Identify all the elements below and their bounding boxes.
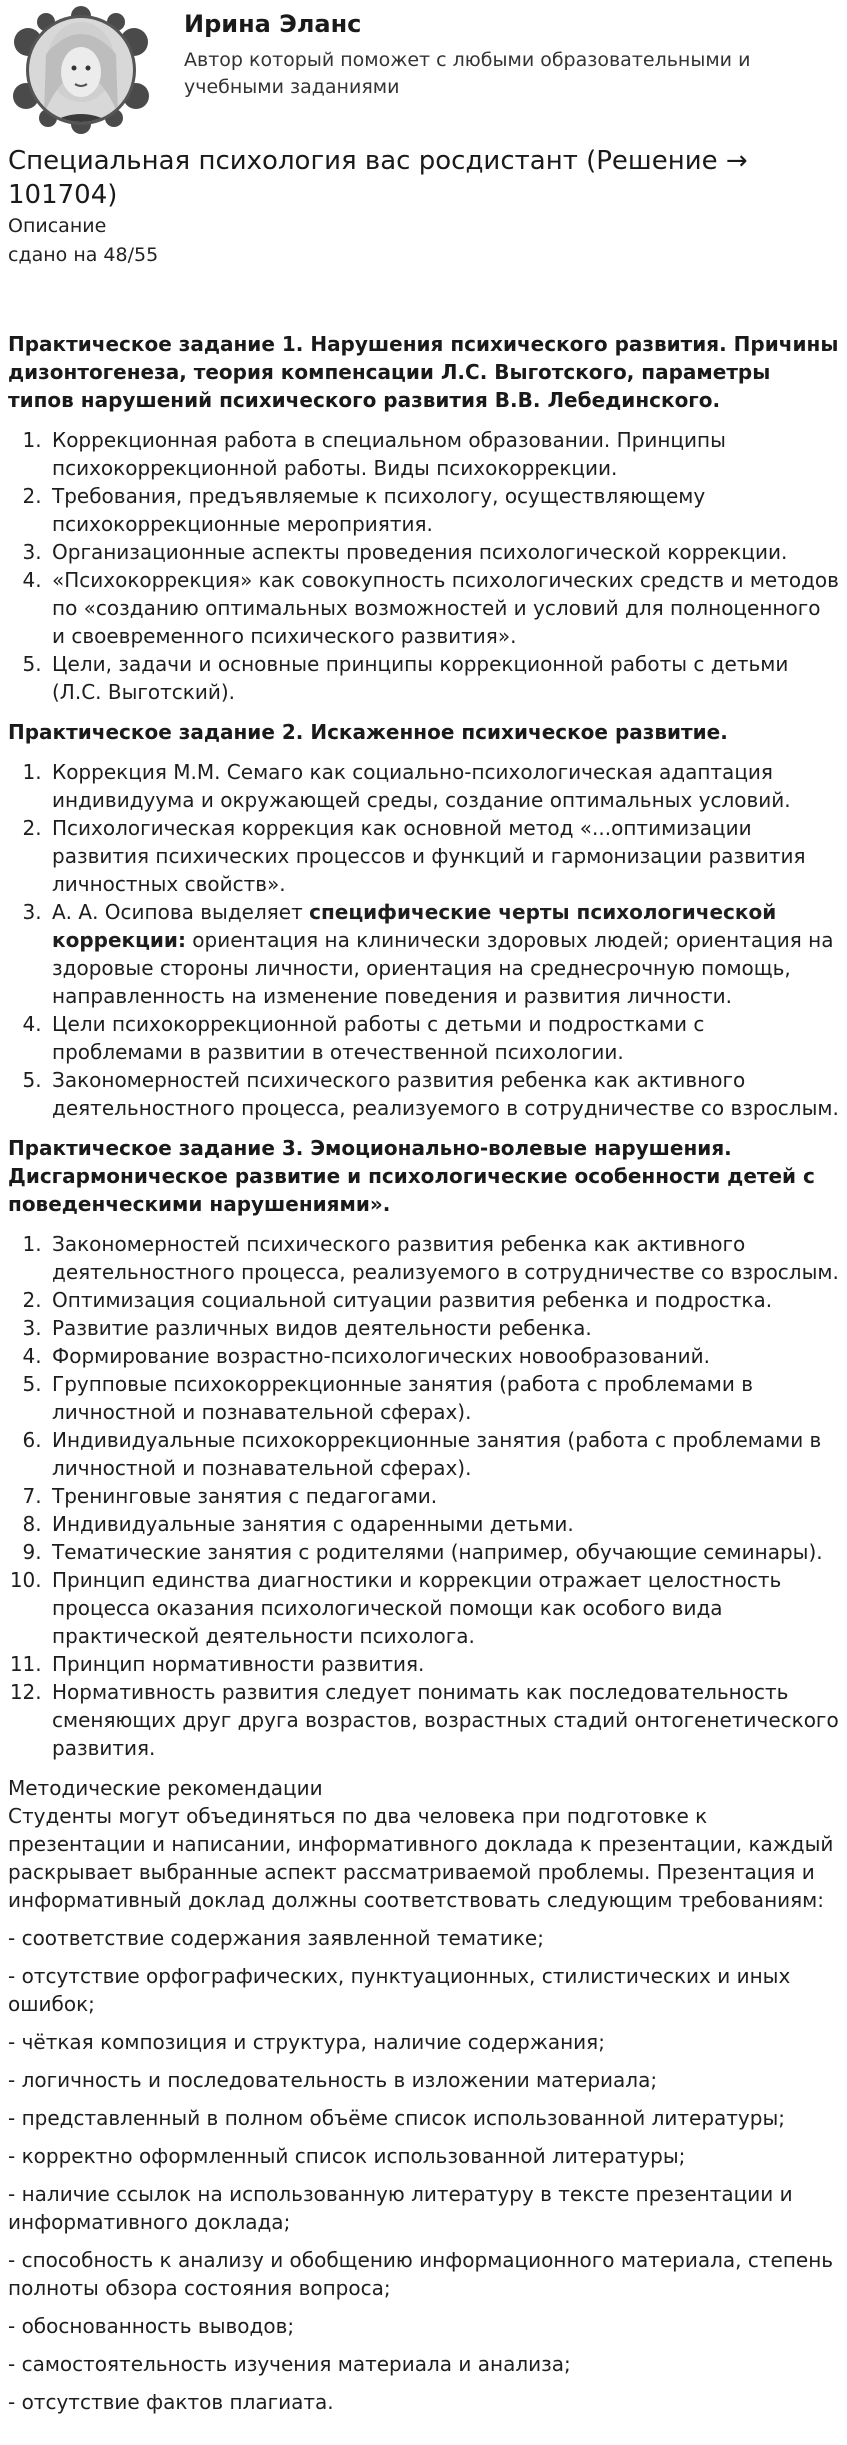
list-item: 12. Нормативность развития следует понимать как последовательность сменяющих друг друга возрастов, возрастных стадий онтогенетического развития. [48, 1678, 839, 1762]
list-item [48, 898, 839, 1010]
list-item: 5. Цели, задачи и основные принципы коррекционной работы с детьми (Л.С. Выготский). [48, 650, 839, 706]
submission-status: сдано на 48/55 [8, 244, 159, 266]
list-item: 5. Закономерностей психического развития ребенка как активного деятельностного процесса, реализуемого в сотрудничестве со взрослым. [48, 1066, 839, 1122]
description-label: Описание [8, 215, 107, 237]
list-item: 1. Закономерностей психического развития ребенка как активного деятельностного процесса, реализуемого в сотрудничестве со взрослым. [48, 1230, 839, 1286]
document-title: Специальная психология вас росдистант (Решение → 101704) [8, 146, 748, 210]
requirement-item: - логичность и последовательность в изложении материала; [8, 2068, 658, 2092]
avatar-image [6, 4, 156, 134]
list-item: 1. Коррекционная работа в специальном образовании. Принципы психокоррекционной работы. Виды психокоррекции. [48, 426, 839, 482]
author-info [184, 9, 804, 101]
list-item: 2. Оптимизация социальной ситуации развития ребенка и подростка. [48, 1286, 839, 1314]
task2-list [8, 758, 839, 1122]
list-item: 7. Тренинговые занятия с педагогами. [48, 1482, 839, 1510]
requirement-item: - корректно оформленный список использованной литературы; [8, 2144, 686, 2168]
requirement-item: - отсутствие орфографических, пунктуационных, стилистических и иных ошибок; [8, 1964, 791, 2016]
task1-heading: Практическое задание 1. Нарушения психического развития. Причины дизонтогенеза, теория компенсации Л.С. Выготского, параметры типов нарушений психического развития В.В. Лебединского. [8, 332, 839, 412]
requirement-item: - чёткая композиция и структура, наличие содержания; [8, 2030, 605, 2054]
requirement-item: - соответствие содержания заявленной тематике; [8, 1926, 544, 1950]
requirement-item: - наличие ссылок на использованную литературу в тексте презентации и информативного доклада; [8, 2182, 793, 2234]
recommendations-title: Методические рекомендации [8, 1776, 323, 1800]
requirement-item: - обоснованность выводов; [8, 2314, 295, 2338]
list-item: 4. «Психокоррекция» как совокупность психологических средств и методов по «созданию оптимальных возможностей и условий для полноценного и своевременного психического развития». [48, 566, 839, 650]
list-item: 6. Индивидуальные психокоррекционные занятия (работа с проблемами в личностной и познавательной сферах). [48, 1426, 839, 1482]
list-item: 4. Формирование возрастно-психологических новообразований. [48, 1342, 839, 1370]
requirement-item: - отсутствие фактов плагиата. [8, 2390, 334, 2414]
task1-list [8, 426, 839, 706]
list-item: 2. Требования, предъявляемые к психологу, осуществляющему психокоррекционные мероприятия. [48, 482, 839, 538]
requirement-item: - самостоятельность изучения материала и анализа; [8, 2352, 571, 2376]
item-text-bold: специфические черты психологической коррекции: [52, 900, 777, 952]
task2-section [8, 718, 839, 1122]
requirements-list [8, 1924, 839, 2416]
list-item: 11. Принцип нормативности развития. [48, 1650, 839, 1678]
requirement-item: - способность к анализу и обобщению информационного материала, степень полноты обзора состояния вопроса; [8, 2248, 834, 2300]
list-item: 9. Тематические занятия с родителями (например, обучающие семинары). [48, 1538, 839, 1566]
list-item: 1. Коррекция М.М. Семаго как социально-психологическая адаптация индивидуума и окружающей среды, создание оптимальных условий. [48, 758, 839, 814]
list-item: 5. Групповые психокоррекционные занятия (работа с проблемами в личностной и познавательной сферах). [48, 1370, 839, 1426]
list-item: 10. Принцип единства диагностики и коррекции отражает целостность процесса оказания психологической помощи как особого вида практической деятельности психолога. [48, 1566, 839, 1650]
recommendations-intro: Студенты могут объединяться по два человека при подготовке к презентации и написании, информативного доклада к презентации, каждый раскрывает выбранные аспект рассматриваемой проблемы. Презентация и информативный доклад должны соответствовать следующим требованиям: [8, 1804, 834, 1912]
task3-section [8, 1134, 839, 1762]
author-card [8, 0, 839, 140]
list-item: 8. Индивидуальные занятия с одаренными детьми. [48, 1510, 839, 1538]
author-avatar[interactable] [6, 4, 156, 134]
list-item: 3. Организационные аспекты проведения психологической коррекции. [48, 538, 839, 566]
list-item: 3. Развитие различных видов деятельности ребенка. [48, 1314, 839, 1342]
task3-list [8, 1230, 839, 1762]
list-item: 4. Цели психокоррекционной работы с детьми и подростками с проблемами в развитии в отечественной психологии. [48, 1010, 839, 1066]
author-description: Автор который поможет с любыми образовательными и учебными заданиями [184, 49, 751, 98]
task1-section [8, 330, 839, 706]
author-name[interactable]: Ирина Эланс [184, 10, 362, 38]
requirement-item: - представленный в полном объёме список использованной литературы; [8, 2106, 785, 2130]
item-text-suffix: ориентация на клинически здоровых людей; ориентация на здоровые стороны личности, ориентация на среднесрочную помощь, направленность на изменение поведения и развития личности. [52, 928, 834, 1008]
task2-heading: Практическое задание 2. Искаженное психическое развитие. [8, 720, 728, 744]
list-item: 2. Психологическая коррекция как основной метод «...оптимизации развития психических процессов и функций и гармонизации развития личностных свойств». [48, 814, 839, 898]
item-text-prefix: А. А. Осипова выделяет [52, 900, 310, 924]
task3-heading: Практическое задание 3. Эмоционально-волевые нарушения. Дисгармоническое развитие и психологические особенности детей с поведенческими нарушениями». [8, 1136, 815, 1216]
